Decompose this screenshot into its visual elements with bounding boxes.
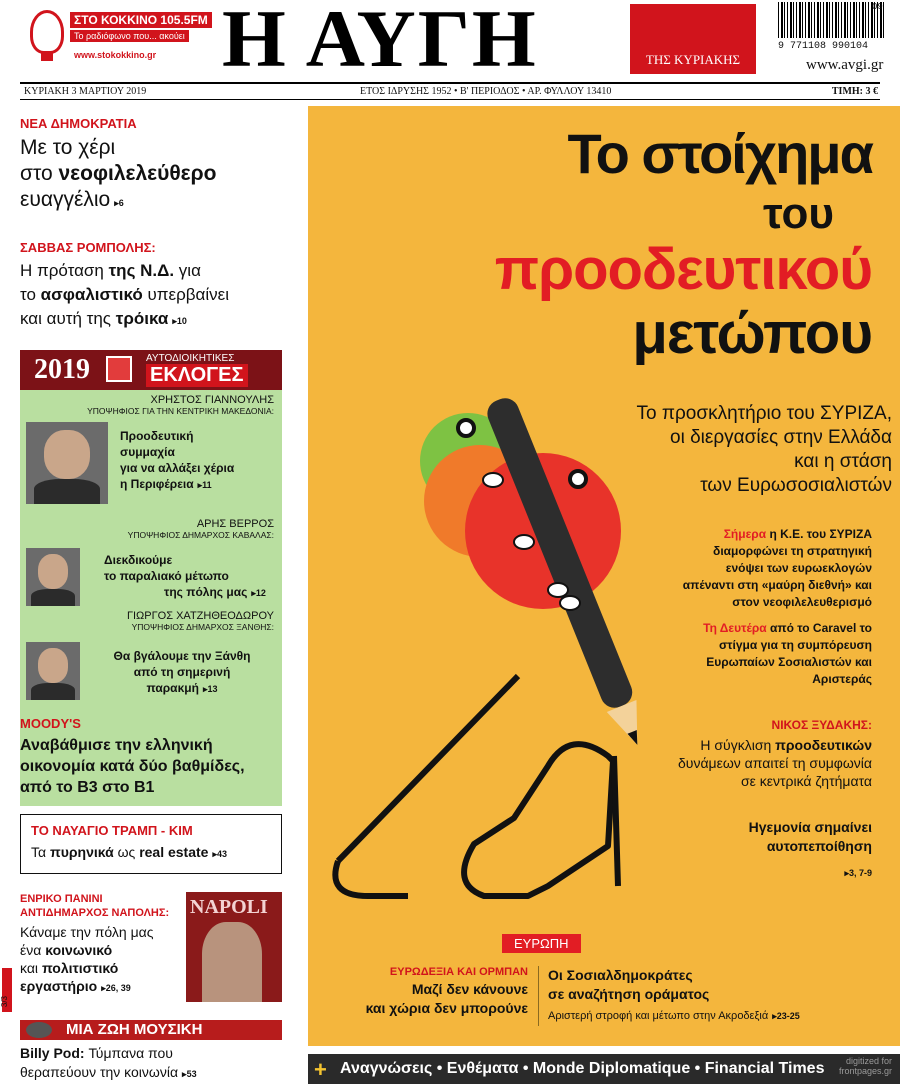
- candidate-quote: [92, 648, 272, 696]
- story-kicker: MOODY'S: [20, 716, 81, 731]
- music-title: ΜΙΑ ΖΩΗ ΜΟΥΣΙΚΗ: [66, 1021, 203, 1038]
- story-nd[interactable]: [20, 116, 308, 213]
- price: ΤΙΜΗ: 3 €: [831, 86, 878, 97]
- candidate-name: ΓΙΩΡΓΟΣ ΧΑΤΖΗΘΕΟΔΩΡΟΥ: [126, 610, 274, 622]
- candidate-name: ΑΡΗΣ ΒΕΡΡΟΣ: [196, 518, 274, 530]
- candidate-photo: [26, 422, 108, 504]
- watermark-line: digitized for: [845, 1056, 892, 1066]
- headline-bold: τρόικα: [115, 309, 169, 328]
- candidate-quote: [104, 552, 266, 600]
- candidate-role: ΥΠΟΨΗΦΙΟΣ ΔΗΜΑΡΧΟΣ ΞΑΝΘΗΣ:: [131, 622, 274, 632]
- headline-line: από το Β3 στο Β1: [20, 779, 155, 796]
- story-kicker: ΕΝΡΙΚΟ ΠΑΝΙΝΙ: [20, 893, 103, 905]
- page-code: 3/3: [0, 996, 9, 1008]
- info-bar: [20, 82, 880, 100]
- main-headline-2: του: [763, 189, 834, 238]
- headline-text: για: [174, 261, 201, 280]
- column-divider: [538, 966, 539, 1026]
- page-ref: ▸10: [172, 316, 187, 326]
- page-ref: ▸53: [182, 1069, 197, 1079]
- headline-line: Μαζί δεν κάνουνε: [411, 981, 528, 997]
- barcode-icon: [778, 2, 884, 38]
- story-kicker: ΝΕΑ ΔΗΜΟΚΡΑΤΙΑ: [20, 116, 137, 131]
- block-line: στον νεοφιλελευθερισμό: [732, 595, 872, 609]
- headline-line: οικονομία κατά δύο βαθμίδες,: [20, 758, 245, 775]
- website-link[interactable]: www.avgi.gr: [806, 57, 884, 73]
- headline-bold: της Ν.Δ.: [108, 261, 175, 280]
- story-headline: [548, 966, 808, 1004]
- block-line: στίγμα για τη συμπόρευση: [718, 638, 872, 652]
- headline-line: [20, 283, 308, 307]
- subheadline-line: των Ευρωσοσιαλιστών: [700, 475, 892, 496]
- subheadline-line: Το προσκλητήριο του ΣΥΡΙΖΑ,: [636, 403, 892, 424]
- block-monday: [703, 620, 872, 688]
- subheadline-line: και η στάση: [794, 451, 892, 472]
- story-moodys[interactable]: [20, 716, 308, 798]
- newspaper-logo: Η ΑΥΓΗ: [222, 0, 538, 84]
- page-ref: ▸11: [197, 480, 212, 490]
- radio-url: www.stokokkino.gr: [74, 50, 157, 60]
- headline-text: Η πρόταση: [20, 261, 109, 280]
- quote-line: από τη σημερινή: [133, 665, 231, 679]
- story-kicker: ΑΝΤΙΔΗΜΑΡΧΟΣ ΝΑΠΟΛΗΣ:: [20, 907, 170, 919]
- story-billy-pod[interactable]: [20, 1044, 308, 1082]
- radio-ad[interactable]: [30, 8, 210, 72]
- story-line: αυτοπεποίθηση: [766, 838, 872, 854]
- story-headline: [320, 980, 528, 1018]
- story-line: σε κεντρικά ζητήματα: [740, 773, 872, 789]
- story-headline: [20, 135, 308, 213]
- barcode-issue: 09: [872, 2, 883, 12]
- main-headline-3: προοδευτικού: [494, 237, 872, 302]
- headline-line: [20, 1063, 308, 1082]
- lightbulb-icon: [30, 10, 64, 54]
- issue-date: ΚΥΡΙΑΚΗ 3 ΜΑΡΤΙΟΥ 2019: [24, 86, 147, 97]
- headline-bold: Billy Pod:: [20, 1045, 85, 1061]
- ballot-box-icon: [106, 356, 132, 382]
- quote-line: [104, 584, 266, 600]
- story-headline: [20, 259, 308, 331]
- headline-line: [20, 959, 180, 977]
- story-kicker: ΝΙΚΟΣ ΞΥΔΑΚΗΣ:: [771, 718, 872, 732]
- story-hegemony[interactable]: [749, 818, 872, 856]
- quote-line: Διεκδικούμε: [104, 553, 173, 567]
- headline-text: το: [20, 285, 41, 304]
- page-ref: ▸26, 39: [101, 983, 131, 993]
- sunday-label: ΤΗΣ ΚΥΡΙΑΚΗΣ: [645, 52, 741, 67]
- subheadline-line: οι διεργασίες στην Ελλάδα: [670, 427, 892, 448]
- elections-title: ΕΚΛΟΓΕΣ: [146, 364, 248, 387]
- headline-line: σε αναζήτηση οράματος: [548, 986, 710, 1002]
- headline-text: Τύμπανα που: [84, 1045, 173, 1061]
- story-excerpt: [548, 1010, 808, 1022]
- headline-line: Οι Σοσιαλδημοκράτες: [548, 967, 693, 983]
- supplements-bar[interactable]: [308, 1054, 900, 1084]
- foot-line: [335, 861, 408, 896]
- headline-line: [20, 941, 180, 959]
- headline-line: [20, 307, 308, 331]
- portrait-icon: [26, 1022, 52, 1038]
- panini-photo: [186, 892, 282, 1002]
- candidate-giannoulis[interactable]: [20, 394, 282, 512]
- watermark-line: frontpages.gr: [838, 1066, 892, 1076]
- main-headline-1: Το στοίχημα: [567, 122, 872, 185]
- block-line: διαμορφώνει τη στρατηγική: [713, 544, 872, 558]
- music-banner[interactable]: [20, 1020, 282, 1040]
- supplements-list: Αναγνώσεις • Ενθέματα • Monde Diplomatique • Financial Times: [340, 1060, 825, 1077]
- headline-line: Κάναμε την πόλη μας: [20, 924, 154, 940]
- block-line: ενόψει των ευρωεκλογών: [725, 561, 872, 575]
- block-line: [683, 526, 872, 543]
- story-bold: προοδευτικών: [775, 737, 872, 753]
- candidate-photo: [26, 548, 80, 606]
- headline-bold: πυρηνικά: [50, 844, 114, 860]
- block-line: απέναντι στη «μαύρη διεθνή» και: [682, 578, 872, 592]
- story-kicker: ΤΟ ΝΑΥΑΓΙΟ ΤΡΑΜΠ - ΚΙΜ: [31, 823, 193, 838]
- candidate-role: ΥΠΟΨΗΦΙΟΣ ΔΗΜΑΡΧΟΣ ΚΑΒΑΛΑΣ:: [127, 530, 274, 540]
- block-line: Ευρωπαίων Σοσιαλιστών και: [706, 655, 872, 669]
- headline-text: ευαγγέλιο: [20, 188, 111, 211]
- headline-line: και χώρια δεν μπορούνε: [365, 1000, 528, 1016]
- headline-text: στο: [20, 162, 59, 185]
- story-line: Ηγεμονία σημαίνει: [748, 819, 872, 835]
- barcode-number: 9 771108 990104: [778, 41, 869, 52]
- headline-text: ως: [113, 844, 140, 860]
- story-xydakis[interactable]: [582, 718, 872, 790]
- block-highlight: Τη Δευτέρα: [703, 621, 767, 635]
- page-ref: ▸3, 7-9: [844, 868, 872, 878]
- block-line: [703, 620, 872, 637]
- story-line: [582, 736, 872, 754]
- headline-text: και αυτή της: [20, 309, 116, 328]
- story-kicker: ΣΑΒΒΑΣ ΡΟΜΠΟΛΗΣ:: [20, 240, 156, 255]
- quote-line: Θα βγάλουμε την Ξάνθη: [113, 649, 251, 663]
- page-ref: ▸13: [202, 684, 218, 694]
- photo-text: NAPOLI: [190, 896, 268, 918]
- story-line: δυνάμεων απαιτεί τη συμφωνία: [678, 755, 872, 771]
- story-trump-kim[interactable]: [20, 814, 282, 874]
- candidate-quote: [120, 428, 234, 492]
- quote-line: για να αλλάξει χέρια: [120, 461, 235, 475]
- block-text: η Κ.Ε. του ΣΥΡΙΖΑ: [766, 527, 872, 541]
- story-headline: [20, 1044, 308, 1082]
- story-headline: [31, 844, 271, 860]
- quote-text: της πόλης μας: [164, 585, 248, 599]
- elections-year: 2019: [34, 354, 90, 385]
- main-subheadline: [552, 402, 892, 498]
- candidate-role: ΥΠΟΨΗΦΙΟΣ ΓΙΑ ΤΗΝ ΚΕΝΤΡΙΚΗ ΜΑΚΕΔΟΝΙΑ:: [87, 406, 274, 416]
- main-headline-4: μετώπου: [632, 301, 872, 366]
- quote-text: παρακμή: [146, 681, 199, 695]
- page-ref: ▸12: [251, 588, 266, 598]
- page-ref: ▸43: [212, 849, 227, 859]
- candidate-name: ΧΡΗΣΤΟΣ ΓΙΑΝΝΟΥΛΗΣ: [150, 394, 274, 406]
- elections-subtitle: ΑΥΤΟΔΙΟΙΚΗΤΙΚΕΣ: [146, 353, 235, 364]
- quote-line: το παραλιακό μέτωπο: [104, 569, 229, 583]
- headline-line: Με το χέρι: [20, 136, 116, 159]
- headline-text: και: [20, 960, 42, 976]
- page-ref: ▸23-25: [772, 1011, 800, 1021]
- headline-text: υπερβαίνει: [142, 285, 230, 304]
- masthead: [0, 0, 900, 82]
- story-text: [20, 892, 180, 995]
- block-highlight: Σήμερα: [723, 527, 767, 541]
- excerpt-text: Αριστερή στροφή και μέτωπο στην Ακροδεξιά: [548, 1010, 769, 1022]
- story-panini[interactable]: [20, 892, 308, 995]
- watermark: [839, 1056, 892, 1076]
- story-headline: [20, 923, 180, 995]
- person-figure: [202, 922, 262, 1002]
- headline-bold: νεοφιλελεύθερο: [58, 162, 217, 185]
- headline-line: [20, 977, 180, 995]
- quote-line: [120, 476, 234, 492]
- block-today: [683, 526, 872, 611]
- headline-bold: κοινωνικό: [45, 942, 113, 958]
- headline-text: Τα: [31, 844, 50, 860]
- quote-text: η Περιφέρεια: [120, 477, 194, 491]
- headline-bold: ασφαλιστικό: [40, 285, 143, 304]
- quote-line: συμμαχία: [120, 445, 175, 459]
- headline-line: [20, 1044, 308, 1063]
- page-ref: ▸6: [114, 198, 124, 208]
- section-tag-europe: ΕΥΡΩΠΗ: [502, 934, 581, 953]
- headline-text: ένα: [20, 942, 46, 958]
- story-social-democrats[interactable]: [548, 966, 808, 1022]
- headline-line: Αναβάθμισε την ελληνική: [20, 737, 213, 754]
- radio-slogan: Το ραδιόφωνο που... ακούει: [70, 30, 189, 42]
- story-eurodexia[interactable]: [320, 966, 528, 1018]
- headline-line: [20, 259, 308, 283]
- headline-bold: πολιτιστικό: [41, 960, 119, 976]
- block-line: Αριστεράς: [812, 672, 872, 686]
- plus-icon: +: [314, 1057, 327, 1082]
- headline-bold: real estate: [139, 844, 209, 860]
- candidate-chatzitheodorou[interactable]: [20, 610, 282, 720]
- candidate-photo: [26, 642, 80, 700]
- quote-line: [92, 680, 272, 696]
- quote-line: Προοδευτική: [120, 429, 194, 443]
- headline-text: θεραπεύουν την κοινωνία: [20, 1064, 179, 1080]
- main-story[interactable]: [308, 106, 900, 1046]
- edition-info: ΕΤΟΣ ΙΔΡΥΣΗΣ 1952 • Β' ΠΕΡΙΟΔΟΣ • ΑΡ. ΦΥΛΛΟΥ 13410: [360, 86, 612, 97]
- headline-line: [20, 187, 308, 213]
- block-text: από το Caravel το: [766, 621, 872, 635]
- sunday-badge: [630, 4, 756, 74]
- story-headline: [20, 735, 308, 798]
- headline-bold: εργαστήριο: [20, 978, 98, 994]
- story-text: Η σύγκλιση: [700, 737, 776, 753]
- story-robopolis[interactable]: [20, 240, 308, 331]
- elections-header: [20, 350, 282, 390]
- story-kicker: ΕΥΡΩΔΕΞΙΑ ΚΑΙ ΟΡΜΠΑΝ: [389, 966, 528, 978]
- headline-line: [20, 161, 308, 187]
- radio-name: ΣΤΟ ΚΟΚΚΙΝΟ 105.5FM: [70, 12, 212, 28]
